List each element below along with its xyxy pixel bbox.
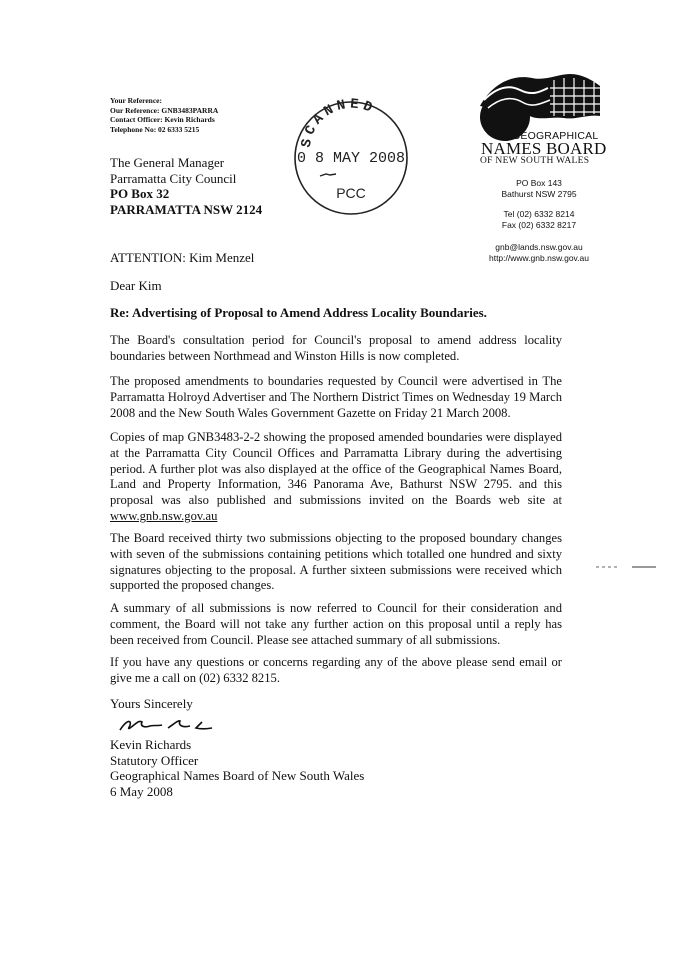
- letterhead-web: http://www.gnb.nsw.gov.au: [488, 253, 589, 263]
- subject-line: Re: Advertising of Proposal to Amend Address Locality Boundaries.: [110, 305, 487, 320]
- signer-block: [110, 737, 364, 799]
- your-reference: Your Reference:: [110, 96, 162, 105]
- paragraph-6: If you have any questions or concerns regarding any of the above please send email or give me a call on (02) 6332 8215.: [110, 655, 562, 685]
- our-reference: Our Reference: GNB3483PARRA: [110, 105, 219, 115]
- signature: [116, 712, 226, 738]
- paragraph-2: The proposed amendments to boundaries requested by Council were advertised in The Parramatta Holroyd Advertiser and The Northern District Times on Wednesday 19 March 2008 and the New South Wales Government Gazette on Friday 21 March 2008.: [110, 374, 562, 420]
- letterhead-email: gnb@lands.nsw.gov.au: [495, 242, 583, 252]
- stamp-date: 0 8 MAY 2008: [296, 150, 406, 167]
- recipient-line-1: The General Manager: [110, 155, 225, 170]
- recipient-line-2: Parramatta City Council: [110, 170, 237, 186]
- paragraph-4: The Board received thirty two submissions objecting to the proposed boundary changes with seven of the submissions containing petitions which totalled one hundred and sixty signatures objecting to the proposal. A further sixteen submissions were received which supported the proposed changes.: [110, 531, 562, 593]
- letterhead-po-box: PO Box 143: [516, 178, 562, 188]
- recipient-line-4: PARRAMATTA NSW 2124: [110, 201, 263, 217]
- salutation: Dear Kim: [110, 278, 162, 293]
- signer-name: Kevin Richards: [110, 737, 192, 752]
- scanned-stamp: [286, 98, 416, 222]
- letterhead-name-line-2: NAMES BOARD: [481, 139, 607, 158]
- closing: Yours Sincerely: [110, 696, 193, 711]
- paragraph-3: [110, 430, 562, 525]
- letter-date: 6 May 2008: [110, 783, 173, 799]
- letterhead-town: Bathurst NSW 2795: [501, 189, 577, 199]
- letterhead-contact: [480, 178, 598, 264]
- attention-line: ATTENTION: Kim Menzel: [110, 250, 255, 265]
- paragraph-5: A summary of all submissions is now referred to Council for their consideration and comment, the Board will not take any further action on this proposal until a reply has been received from Council. Please see attached summary of all submissions.: [110, 601, 562, 647]
- website-link[interactable]: www.gnb.nsw.gov.au: [110, 508, 218, 523]
- signer-title: Statutory Officer: [110, 752, 199, 768]
- letterhead-fax: Fax (02) 6332 8217: [501, 220, 577, 230]
- recipient-line-3: PO Box 32: [110, 186, 170, 201]
- letterhead-tel: Tel (02) 6332 8214: [503, 209, 575, 219]
- paragraph-1: The Board's consultation period for Council's proposal to amend address locality boundaries between Northmead and Winston Hills is now completed.: [110, 333, 562, 363]
- stamp-top-text: SCANNED: [298, 98, 379, 149]
- letterhead-name-line-3: OF NEW SOUTH WALES: [480, 156, 590, 166]
- letterhead-name-line-1: GEOGRAPHICAL: [512, 130, 599, 142]
- contact-officer: Contact Officer: Kevin Richards: [110, 115, 215, 125]
- reference-block: [110, 96, 218, 134]
- stamp-office: PCC: [336, 185, 366, 201]
- telephone-number: Telephone No: 02 6333 5215: [110, 124, 200, 134]
- recipient-address: [110, 155, 262, 217]
- paragraph-3-text: Copies of map GNB3483-2-2 showing the proposed amended boundaries were displayed at the Parramatta City Council Offices and Parramatta Library during the advertising period. A further plot was also displayed at the office of the Geographical Names Board, Land and Property Information, 346 Panorama Ave, Bathurst NSW 2795. and this proposal was also published and submissions invited on the Boards web site at: [110, 430, 562, 508]
- signer-organisation: Geographical Names Board of New South Wales: [110, 768, 365, 783]
- margin-marks: [596, 564, 656, 570]
